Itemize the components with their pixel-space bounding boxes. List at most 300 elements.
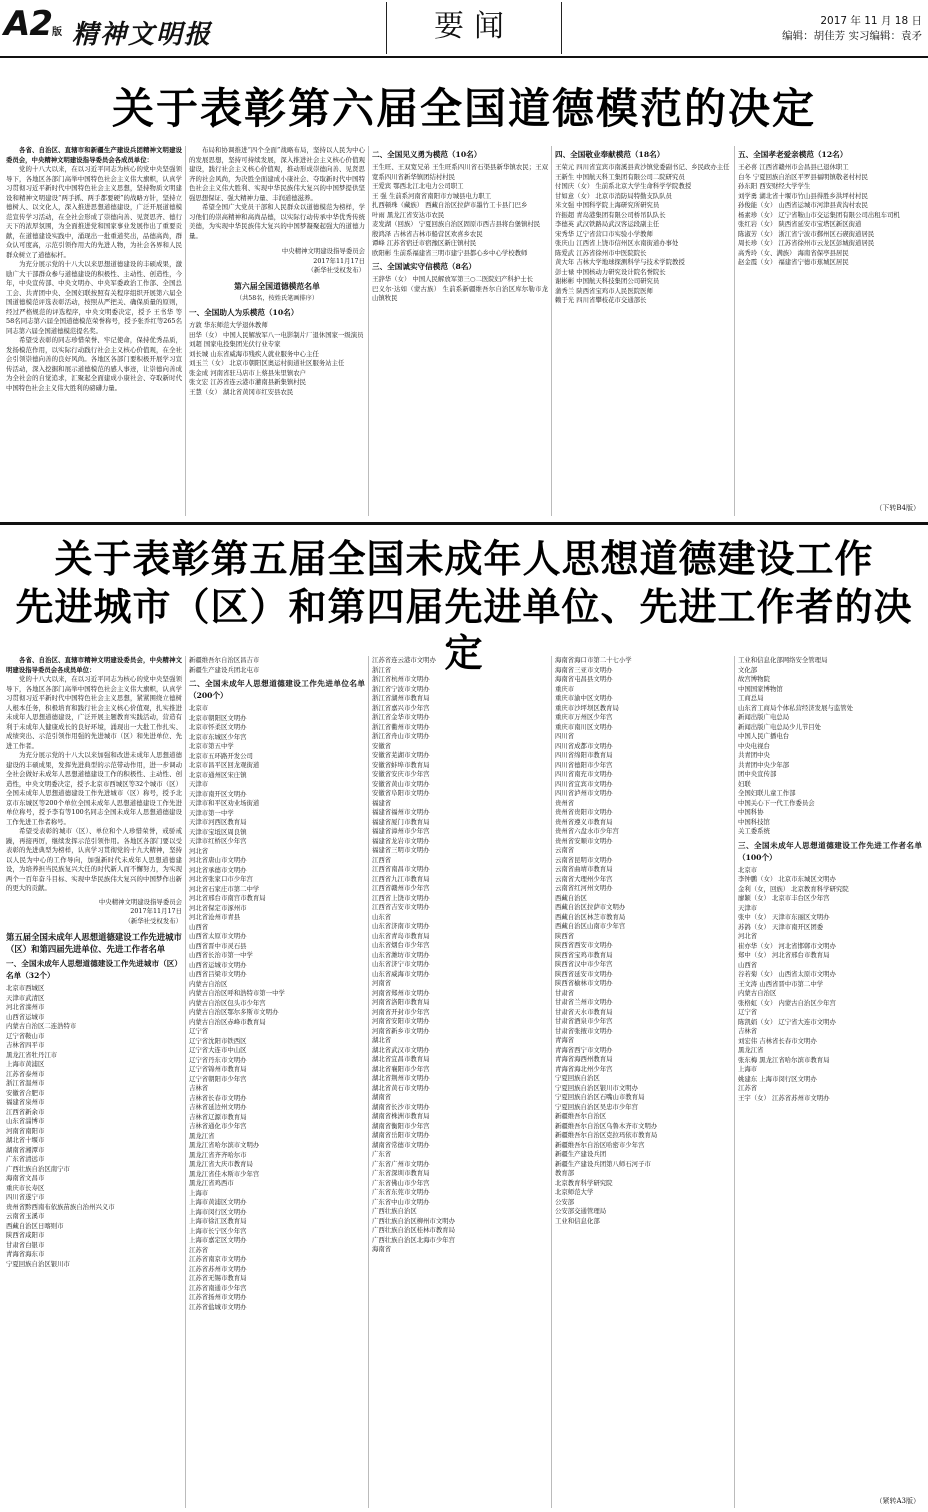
city-entry: 山东省淄博市: [6, 1117, 45, 1125]
unit-entry: 辽宁省: [189, 1027, 209, 1035]
unit-entry: 文化部: [738, 665, 758, 674]
unit-entry: 内蒙古自治区赤峰市教育局: [189, 1017, 266, 1026]
worker-entry: 内蒙古自治区: [738, 989, 777, 997]
unit-entry: 宁夏回族自治区石嘴山市教育局: [555, 1093, 645, 1101]
honoree-entry: 米文强 中国科学院上海研究所研究员: [555, 201, 660, 209]
unit-entry: 山东省青岛市教育局: [372, 931, 430, 940]
honoree-entry: 周长珍（女） 江苏省徐州市云龙区彭城街道居民: [738, 239, 875, 247]
unit-entry: 广东省: [372, 1150, 392, 1158]
cities-list: [6, 984, 182, 1269]
article1-source-note: （新华社受权发布）: [307, 266, 365, 274]
unit-entry: 中国关心下一代工作委员会: [738, 798, 815, 807]
worker-entry: 辽宁省: [738, 1008, 758, 1016]
unit-entry: 中国科技馆: [738, 817, 770, 826]
city-entry: 云南省玉溪市: [6, 1212, 45, 1220]
unit-entry: 陕西省: [555, 931, 575, 940]
city-entry: 辽宁省鞍山市: [6, 1031, 45, 1040]
honoree-entry: 王 强 生前系河南省南阳市方城县电力职工: [372, 191, 492, 200]
worker-entry: 谷若菊（女） 山西省太原市文明办: [738, 970, 836, 978]
worker-entry: 张东梅 黑龙江省哈尔滨市教育局: [738, 1055, 830, 1064]
unit-entry: 福建省龙岩市文明办: [372, 836, 430, 845]
city-entry: 西藏自治区日喀则市: [6, 1221, 64, 1230]
honoree-entry: 宋秀华 辽宁省营口市实验小学教师: [555, 229, 653, 238]
honoree-entry: 叶雨 黑龙江省安达市农民: [372, 210, 445, 219]
worker-entry: 江苏省: [738, 1084, 758, 1092]
unit-entry: 河北省: [189, 846, 209, 855]
unit-entry: 贵州省安顺市文明办: [555, 836, 613, 845]
category-title: 五、全国孝老爱亲模范（12名）: [738, 150, 848, 159]
honoree-entry: 刘学勇 湖北省十堰市竹山县得胜乡洪坪村村民: [738, 191, 868, 200]
article2-col5: [738, 656, 922, 1494]
unit-entry: 西藏自治区拉萨市文明办: [555, 903, 626, 911]
city-entry: 广东省清远市: [6, 1155, 45, 1163]
unit-entry: 河北省保定市涿州市: [189, 903, 247, 912]
article2-col1: [6, 656, 182, 1508]
article1-headline: 关于表彰第六届全国道德模范的决定: [111, 84, 816, 133]
category-entries: [189, 321, 365, 397]
article2-col4: [555, 656, 731, 1508]
city-entry: 宁夏回族自治区银川市: [6, 1259, 70, 1268]
unit-entry: 西藏自治区山南市少年宫: [555, 922, 626, 930]
worker-entry: 吉林省: [738, 1027, 758, 1035]
unit-entry: 中国人民广播电台: [738, 732, 790, 740]
unit-entry: 山东省济宁市文明办: [372, 960, 430, 968]
column-divider: [734, 146, 735, 516]
paper-logo: 精神文明报: [72, 20, 213, 50]
unit-entry: 山西省晋中市灵石县: [189, 941, 247, 950]
unit-entry: 贵州省六盘水市少年宫: [555, 827, 619, 835]
unit-entry: 青海省: [555, 1036, 575, 1044]
worker-entry: 郑中（女） 河北省邢台市教育局: [738, 951, 830, 959]
unit-entry: 湖北省: [372, 1036, 392, 1044]
unit-entry: 公安部交通管理局: [555, 1207, 607, 1215]
unit-entry: 新闻出版广电总局: [738, 713, 790, 721]
unit-entry: 陕西省宝鸡市教育局: [555, 950, 613, 959]
honoree-entry: 方敦 华东师范大学退休教师: [189, 321, 268, 329]
category-title: 四、全国敬业奉献模范（18名）: [555, 150, 665, 159]
unit-entry: 江西省赣州市少年宫: [372, 884, 430, 892]
unit-entry: 贵州省遵义市教育局: [555, 817, 613, 826]
unit-entry: 湖北省荆州市文明办: [372, 1074, 430, 1082]
unit-entry: 浙江省: [372, 665, 392, 674]
unit-entry: 天津市宝坻区周良镇: [189, 827, 247, 836]
unit-entry: 吉林省长春市文明办: [189, 1093, 247, 1102]
worker-entry: 上海市: [738, 1065, 758, 1073]
honoree-entry: 刘超 国家电投集团光伏行业专家: [189, 340, 281, 348]
unit-entry: 海南省: [372, 1245, 392, 1253]
unit-entry: 河北省邢台市南宫市教育局: [189, 894, 266, 902]
unit-entry: 河南省安阳市文明办: [372, 1017, 430, 1025]
unit-entry: 重庆市渝中区文明办: [555, 694, 613, 702]
unit-entry: 天津市: [189, 780, 209, 788]
article1-col1: [6, 146, 182, 516]
city-entry: 贵州省黔西南布依族苗族自治州兴义市: [6, 1202, 115, 1211]
city-entry: 甘肃省白银市: [6, 1240, 45, 1249]
unit-entry: 福建省三明市文明办: [372, 846, 430, 854]
category-entries: [555, 163, 731, 306]
article2-para-1: 党的十八大以来，在以习近平同志为核心的党中央坚强领导下，各地区各部门高举中国特色社会主义伟大旗帜，认真学习贯彻习近平新时代中国特色社会主义思想，紧紧围绕立德树人根本任务，积极培育和践行社会主义核心价值观，扎实推进未成年人思想道德建设，广泛开展主题教育实践活动，营造有利于未成年人健康成长的良好环境，涌现出一大批工作扎实、成绩突出、示范引领作用强的先进城市（区）和先进单位、先进工作者。: [6, 675, 182, 750]
article2-source-note: （新华社受权发布）: [124, 916, 182, 925]
worker-entry: 黑龙江省: [738, 1046, 764, 1054]
unit-entry: 广东省中山市文明办: [372, 1197, 430, 1206]
worker-entry: 张格虹（女） 内蒙古自治区少年宫: [738, 998, 836, 1007]
unit-entry: 西藏自治区林芝市教育局: [555, 912, 626, 921]
city-entry: 安徽省合肥市: [6, 1088, 45, 1097]
honoree-entry: 白冬 宁夏回族自治区平罗县福明镇敬老村村民: [738, 172, 868, 181]
category-entries: [738, 163, 922, 268]
unit-entry: 福建省福州市文明办: [372, 808, 430, 816]
unit-entry: 新闻出版广电总局少儿节目处: [738, 722, 822, 731]
worker-entry: 陈凯娟（女） 辽宁省大连市文明办: [738, 1017, 836, 1026]
honoree-entry: 张文宏 江苏省连云港市灌南县新集镇村民: [189, 378, 307, 386]
article1-para-1: 党的十八大以来，在以习近平同志为核心的党中央坚强领导下，各地区各部门高举中国特色社会主义伟大旗帜，认真学习贯彻习近平新时代中国特色社会主义思想，坚持物质文明建设和精神文明建设“两手抓、两手都要硬”的战略方针，坚持立德树人、以文化人，深入推进思想道德建设，广泛开展道德模范宣传学习活动，在全社会形成了崇德向善、见贤思齐、德行天下的浓厚氛围，为全面推进党和国家事业发展作出了重要贡献，在道德建设实践中，涌现出一批重道奖出，品德高尚，群众认可度高，示范引领作用大的先进人物，为社会各界和人民群众树立了道德标杆。: [6, 165, 182, 259]
unit-entry: 安徽省芜湖市文明办: [372, 751, 430, 759]
honoree-entry: 张庆山 江西省上饶市信州区水南街道办事处: [555, 239, 679, 247]
units-list: [189, 704, 365, 1312]
city-entry: 山西省运城市: [6, 1012, 45, 1021]
column-divider: [734, 656, 735, 1508]
cities-list-cont: [189, 656, 365, 675]
article1-signature: 中央精神文明建设指导委员会: [281, 247, 365, 255]
honoree-entry: 蒲秀兰 陕西省宝鸡市人民医院医师: [555, 286, 653, 295]
unit-entry: 工业和信息化部: [555, 1216, 600, 1225]
worker-entry: 崔亦华（女） 河北省邯郸市文明办: [738, 941, 836, 950]
unit-entry: 山东省潍坊市文明办: [372, 950, 430, 959]
article2-col3: [372, 656, 548, 1508]
unit-entry: 山东省: [372, 912, 392, 921]
honoree-entry: 孙俊能（女） 山西省运城市河津县黄沟村农民: [738, 201, 868, 209]
unit-entry: 新疆生产建设兵团第八师石河子市: [555, 1159, 651, 1168]
issue-date: 2017 年 11 月 18 日: [820, 15, 922, 27]
unit-entry: 河北省唐山市文明办: [189, 856, 247, 864]
unit-entry: 工商总局: [738, 694, 764, 702]
honoree-entry: 王辞华（女） 中国人民解放军第三○二医院妇产科护士长: [372, 275, 533, 283]
column-divider: [551, 146, 552, 516]
honoree-entry: 孙东阳 西安财经大学学生: [738, 182, 811, 190]
unit-entry: 云南省昆明市文明办: [555, 855, 613, 864]
honoree-entry: 赖于光 四川省攀枝花市交通部长: [555, 296, 647, 304]
article1-list-note: （共58名，按姓氏笔画排序）: [235, 294, 319, 302]
city-entry: 上海市黄浦区: [6, 1060, 45, 1068]
editors-line: 编辑：胡佳芳 实习编辑：袁矛: [782, 30, 922, 42]
honoree-entry: 王爱宾 鄂西北江北电力公司职工: [372, 182, 464, 190]
page-suffix: 版: [51, 27, 61, 38]
unit-entry: 福建省厦门市教育局: [372, 817, 430, 826]
honoree-entry: 张金成 河南省驻马店市上蔡县朱里镇农户: [189, 368, 307, 377]
unit-entry: 云南省大理州少年宫: [555, 874, 613, 883]
city-entry: 浙江省温州市: [6, 1079, 45, 1087]
honoree-entry: 王必喜 江西省赣州市会昌县已退休职工: [738, 163, 849, 171]
article2-para-3: 希望受表彰的城市（区）、单位和个人珍惜荣誉，戒骄戒躁，再接再厉，继续发挥示范引领作用。各地区各部门要以受表彰的先进典型为榜样，认真学习贯彻党的十九大精神，坚持以人民为中心的工作导向，加强新时代未成年人思想道德建设，为培养担当民族复兴大任的时代新人而不懈努力，为实现两个一百年奋斗目标、实现中华民族伟大复兴的中国梦作出新的更大的贡献。: [6, 827, 182, 892]
city-entry: 黑龙江省牡丹江市: [6, 1050, 58, 1059]
article2-headline-line1: 关于表彰第五届全国未成年人思想道德建设工作: [54, 537, 874, 581]
honoree-entry: 殷鸿泽 吉林省吉林市船营区欢喜乡农民: [372, 229, 483, 238]
unit-entry: 共青团中央少年部: [738, 760, 790, 769]
city-entry: 海南省文昌市: [6, 1174, 45, 1182]
unit-entry: 上海市: [189, 1188, 209, 1197]
unit-entry: 贵州省贵阳市文明办: [555, 808, 613, 816]
column-divider: [368, 656, 369, 1508]
city-entry: 天津市武清区: [6, 993, 45, 1002]
honoree-entry: 谭峰 江苏省宿迁市宿豫区新庄镇村民: [372, 239, 477, 247]
column-divider: [185, 656, 186, 1508]
article2-lead: 各省、自治区、直辖市精神文明建设委员会，中央精神文明建设指导委员会各成员单位：: [6, 656, 182, 674]
unit-entry: 云南省: [555, 846, 575, 854]
honoree-entry: 黄大年 吉林大学地球探测科学与技术学院教授: [555, 258, 685, 266]
units-title: 二、全国未成年人思想道德建设工作先进单位名单（200个）: [189, 679, 365, 700]
unit-entry: 北京市昌平区回龙观街道: [189, 761, 260, 769]
unit-entry: 新疆生产建设兵团: [555, 1150, 607, 1158]
unit-entry: 浙江省湖州市教育局: [372, 694, 430, 702]
unit-entry: 湖北省宜昌市教育局: [372, 1055, 430, 1063]
worker-entry: 河北省: [738, 932, 758, 940]
article1-continued: （下转B4版）: [875, 504, 920, 512]
units-list: [555, 656, 731, 1226]
unit-entry: 上海市黄浦区文明办: [189, 1198, 247, 1206]
city-entry: 河北省滦州市: [6, 1003, 45, 1011]
city-entry: 青海省海东市: [6, 1250, 45, 1258]
workers-title: 三、全国未成年人思想道德建设工作先进工作者名单（100个）: [738, 840, 922, 862]
article2-continued: （紧转A3版）: [875, 1497, 920, 1505]
unit-entry: 江西省吉安市文明办: [372, 903, 430, 911]
honoree-entry: 付国庆（女） 生前系北京大学生命科学学院教授: [555, 182, 692, 190]
article1-col3: [372, 146, 548, 516]
honoree-entry: 陈爱武 江苏省徐州市中医院院长: [555, 248, 647, 257]
unit-entry: 江西省南昌市文明办: [372, 865, 430, 873]
unit-entry: 黑龙江省大庆市教育局: [189, 1160, 253, 1168]
honoree-entry: 杨素珍（女） 辽宁省鞍山市交运集团有限公司出租车司机: [738, 210, 900, 219]
category-entries: [372, 163, 548, 258]
unit-entry: 重庆市: [555, 684, 575, 693]
unit-entry: 湖南省衡阳市少年宫: [372, 1121, 430, 1130]
unit-entry: 陕西省榆林市文明办: [555, 979, 613, 987]
unit-entry: 宁夏回族自治区吴忠市少年宫: [555, 1102, 639, 1111]
unit-entry: 山西省: [189, 922, 209, 931]
worker-entry: 北京市: [738, 865, 758, 874]
honoree-entry: 王慧（女） 湖北省黄冈市红安县农民: [189, 387, 294, 396]
article1-list-title: 第六届全国道德模范名单: [234, 281, 320, 291]
unit-entry: 山东省济南市文明办: [372, 922, 430, 930]
unit-entry: 四川省德阳市少年宫: [555, 760, 613, 769]
unit-entry: 新疆维吾尔自治区乌鲁木齐市文明办: [555, 1121, 658, 1130]
unit-entry: 北京教育科学研究院: [555, 1178, 613, 1187]
unit-entry: 妇联: [738, 779, 751, 788]
worker-entry: 刘宏伟 吉林省长春市文明办: [738, 1036, 817, 1045]
unit-entry: 上海市嘉定区文明办: [189, 1236, 247, 1244]
unit-entry: 天津市南开区文明办: [189, 789, 247, 798]
unit-entry: 广西壮族自治区柳州市文明办: [372, 1216, 456, 1225]
unit-entry: 广东省佛山市少年宫: [372, 1178, 430, 1187]
unit-entry: 河南省开封市少年宫: [372, 1007, 430, 1016]
unit-entry: 内蒙古自治区呼和浩特市第一中学: [189, 989, 285, 997]
unit-entry: 广东省广州市文明办: [372, 1159, 430, 1168]
unit-entry: 北京市: [189, 704, 209, 712]
honoree-entry: 刘长城 山东省威海市残疾人就业服务中心主任: [189, 349, 319, 358]
unit-entry: 西藏自治区: [555, 893, 587, 902]
unit-entry: 北京市怀柔区文明办: [189, 723, 247, 731]
city-entry: 新疆维吾尔自治区昌吉市: [189, 656, 260, 664]
article2-para-2: 为充分展示党的十八大以来加强和改进未成年人思想道德建设的丰硕成果，发挥先进典型的示范带动作用，进一步调动全社会做好未成年人思想道德建设工作的积极性、主动性、创造性，中央文明委决定，授予北京市西城区等32个城市（区）全国未成年人思想道德建设工作先进城市（区）称号，授予北京市东城区等200个单位全国未成年人思想道德建设工作先进单位称号，授予李有等100名同志全国未成年人思想道德建设工作先进工作者称号。: [6, 751, 182, 826]
unit-entry: 河北省承德市文明办: [189, 865, 247, 874]
unit-entry: 上海市闵行区文明办: [189, 1207, 247, 1216]
unit-entry: 山西省运城市文明办: [189, 960, 247, 969]
honoree-entry: 高秀玲（女、满族） 海南省保亭县居民: [738, 248, 849, 257]
unit-entry: 湖南省岳阳市文明办: [372, 1131, 430, 1139]
unit-entry: 江苏省苏州市文明办: [189, 1264, 247, 1273]
unit-entry: 四川省: [555, 732, 575, 740]
unit-entry: 福建省漳州市少年宫: [372, 827, 430, 835]
unit-entry: 江苏省: [189, 1245, 209, 1254]
article1-col2: [189, 146, 365, 516]
unit-entry: 江西省上饶市文明办: [372, 893, 430, 902]
unit-entry: 黑龙江省: [189, 1131, 215, 1140]
masthead: [0, 0, 928, 62]
honoree-entry: 巴义尔·达如（蒙古族） 生前系新疆维吾尔自治区库尔勒市龙山镇牧民: [372, 284, 548, 302]
column-divider: [551, 656, 552, 1508]
unit-entry: 河南省洛阳市教育局: [372, 998, 430, 1006]
unit-entry: 广西壮族自治区: [372, 1207, 417, 1215]
unit-entry: 天津市和平区劝业场街道: [189, 799, 260, 807]
unit-entry: 四川省泸州市文明办: [555, 789, 613, 797]
unit-entry: 甘肃省: [555, 988, 575, 997]
units-list: [372, 656, 548, 1255]
city-entry: 江西省新余市: [6, 1107, 45, 1116]
city-entry: 吉林省四平市: [6, 1041, 45, 1049]
article2-col2: [189, 656, 365, 1508]
unit-entry: 安徽省蚌埠市教育局: [372, 760, 430, 769]
article1-para-2: 为充分展示党的十八大以来思想道德建设的丰硕成果，激励广大干部群众参与道德建设的积极性、主动性、创造性，今年，中央宣传部、中央文明办、中央军委政治工作部、全国总工会、共青团中央、全国妇联按照有关程序组织开展第六届全国道德模范评选表彰活动，按照从严把关、确保质量的原则，经过严格规范的评选程序，中央文明委决定，授予 王书华 等58名同志第六届全国道德模范荣誉称号，授予张乔红等265名同志第六届全国道德模范提名奖。: [6, 260, 182, 335]
unit-entry: 四川省绵阳市教育局: [555, 751, 613, 759]
workers-list: [738, 866, 922, 1104]
unit-entry: 辽宁省沈阳市铁西区: [189, 1036, 247, 1045]
unit-entry: 湖南省株洲市教育局: [372, 1112, 430, 1120]
category-title: 三、全国诚实守信模范（8名）: [372, 262, 477, 271]
unit-entry: 陕西省西安市文明办: [555, 941, 613, 949]
honoree-entry: 刘玉兰（女） 北京市朝阳区奥运村街道社区服务站主任: [189, 359, 345, 367]
unit-entry: 河北省张家口市少年宫: [189, 875, 253, 883]
unit-entry: 江苏省连云港市文明办: [372, 656, 436, 664]
article1-para-3: 希望受表彰的同志珍惜荣誉、牢记使命，保持优秀品质，发扬模范作用，以实际行动践行社会主义核心价值观，在全社会引领崇德向善的良好风尚。各地区各部门要积极开展学习宣传活动，深入挖掘和展示道德模范的感人事迹，让崇德向善成为全社会的自觉追求，汇聚起全面建成小康社会、夺取新时代中国特色社会主义伟大胜利的磅礴力量。: [6, 336, 182, 392]
unit-entry: 海南省屯昌县文明办: [555, 675, 613, 683]
unit-entry: 工业和信息化部网络安全管理局: [738, 656, 828, 664]
worker-entry: 山西省: [738, 960, 758, 969]
unit-entry: 北京市五环路开发公司: [189, 751, 253, 760]
worker-entry: 王文涛 山西省晋中市第二中学: [738, 979, 824, 988]
honoree-entry: 扎西顿珠（藏族） 西藏自治区拉萨市墨竹工卡县门巴乡: [372, 201, 528, 209]
unit-entry: 江西省九江市教育局: [372, 874, 430, 883]
unit-entry: 江西省: [372, 855, 392, 864]
city-entry: 内蒙古自治区二连浩特市: [6, 1022, 77, 1030]
unit-entry: 吉林省通化市少年宫: [189, 1122, 247, 1130]
unit-entry: 河南省: [372, 979, 392, 987]
unit-entry: 吉林省辽源市教育局: [189, 1112, 247, 1121]
unit-entry: 广西壮族自治区桂林市教育局: [372, 1226, 456, 1234]
unit-entry: 公安部: [555, 1197, 575, 1206]
unit-entry: 广东省深圳市教育局: [372, 1169, 430, 1177]
honoree-entry: 王荣元 四川省宜宾市南溪县黄沙镇党委副书记、乡民政办主任: [555, 163, 730, 171]
worker-entry: 廖颖（女） 北京市丰台区少年宫: [738, 894, 830, 902]
honoree-entry: 许振超 青岛港集团有限公司桥吊队队长: [555, 210, 666, 219]
unit-entry: 甘肃省张掖市文明办: [555, 1026, 613, 1035]
unit-entry: 浙江省金华市文明办: [372, 713, 430, 721]
unit-entry: 江苏省南京市文明办: [189, 1255, 247, 1263]
unit-entry: 浙江省宁波市文明办: [372, 684, 430, 693]
unit-entry: 河北省石家庄市第二中学: [189, 884, 260, 893]
unit-entry: 河北省沧州市青县: [189, 913, 241, 921]
unit-entry: 山东省工商局个体私营经济发展与监管处: [738, 703, 854, 712]
unit-entry: 北京市朝阳区文明办: [189, 713, 247, 722]
worker-entry: 金利（女，回族） 北京教育科学研究院: [738, 884, 849, 893]
article2-sign-date: 2017年11月17日: [130, 907, 182, 915]
unit-entry: 故宫博物院: [738, 675, 770, 683]
unit-entry: 新疆维吾尔自治区: [555, 1112, 607, 1120]
unit-entry: 天津市河西区教育局: [189, 818, 247, 826]
honoree-entry: 李德英 武汉铁路局武汉客运段副主任: [555, 220, 660, 228]
category-title: 一、全国助人为乐模范（10名）: [189, 308, 299, 317]
section-title: 要闻: [386, 2, 562, 54]
article1-col5: [738, 146, 922, 508]
unit-entry: 海南省三亚市文明办: [555, 665, 613, 674]
unit-entry: 吉林省延边州文明办: [189, 1103, 247, 1111]
city-entry: 新疆生产建设兵团北屯市: [189, 665, 260, 674]
honoree-entry: 王生旺、王双宽兄弟 王生旺系四川省石渠县新华镇农民；王双宽系四川省新华镇团结村村民: [372, 163, 548, 181]
unit-entry: 四川省成都市文明办: [555, 741, 613, 750]
unit-entry: 湖北省黄石市文明办: [372, 1083, 430, 1092]
worker-entry: 李钟鹏（女） 北京市东城区文明办: [738, 875, 836, 883]
unit-entry: 全国妇联儿童工作部: [738, 789, 796, 797]
honoree-entry: 谢彬彬 中国航天科技集团公司研究员: [555, 277, 660, 285]
city-entry: 广西壮族自治区南宁市: [6, 1164, 70, 1173]
unit-entry: 湖北省襄阳市少年宫: [372, 1064, 430, 1073]
unit-entry: 关工委系统: [738, 827, 770, 835]
city-entry: 陕西省咸阳市: [6, 1231, 45, 1239]
honoree-entry: 田华（女） 中国人民解放军八一电影制片厂退休国家一级演员: [189, 330, 364, 339]
unit-entry: 吉林省: [189, 1084, 209, 1092]
unit-entry: 宁夏回族自治区: [555, 1074, 600, 1082]
column-divider: [368, 146, 369, 516]
honoree-entry: 甘如意（女） 北京市消防局特勤支队队员: [555, 191, 673, 200]
city-entry: 福建省泉州市: [6, 1098, 45, 1106]
unit-entry: 浙江省衢州市文明办: [372, 722, 430, 731]
unit-entry: 甘肃省酒泉市少年宫: [555, 1017, 613, 1025]
unit-entry: 山西省吕梁市文明办: [189, 970, 247, 978]
unit-entry: 宁夏回族自治区银川市文明办: [555, 1083, 639, 1092]
unit-entry: 四川省南充市文明办: [555, 770, 613, 778]
city-entry: 四川省遂宁市: [6, 1193, 45, 1201]
unit-entry: 安徽省阜阳市文明办: [372, 789, 430, 797]
unit-entry: 共青团中央: [738, 751, 770, 759]
unit-entry: 云南省红河州文明办: [555, 884, 613, 892]
unit-entry: 福建省: [372, 798, 392, 807]
category-entries: [372, 275, 548, 304]
article2-list-title: 第五届全国未成年人思想道德建设工作先进城市（区）和第四届先进单位、先进工作者名单: [6, 932, 182, 954]
honoree-entry: 麦发湖（回族） 宁夏回族自治区固原市西吉县将台堡镇村民: [372, 220, 541, 228]
unit-entry: 新疆维吾尔自治区克拉玛依市教育局: [555, 1131, 658, 1139]
unit-entry: 内蒙古自治区包头市少年宫: [189, 998, 266, 1007]
article1-lead: 各省、自治区、直辖市和新疆生产建设兵团精神文明建设委员会，中央精神文明建设指导委员会各成员单位：: [6, 146, 182, 164]
unit-entry: 湖北省武汉市文明办: [372, 1045, 430, 1054]
city-entry: 北京市西城区: [6, 984, 45, 992]
city-entry: 河南省南阳市: [6, 1126, 45, 1135]
honoree-entry: 王新生 中国航天科工集团有限公司二院研究员: [555, 172, 685, 181]
unit-entry: 青海省西宁市文明办: [555, 1045, 613, 1054]
unit-entry: 河南省新乡市文明办: [372, 1026, 430, 1035]
worker-entry: 王宇（女） 江苏省苏州市文明办: [738, 1093, 830, 1102]
unit-entry: 山西省太原市文明办: [189, 932, 247, 940]
unit-entry: 江苏省扬州市文明办: [189, 1293, 247, 1301]
honoree-entry: 欧阳彬 生前系福建省三明市建宁县都心乡中心学校教师: [372, 248, 528, 257]
unit-entry: 湖南省常德市文明办: [372, 1140, 430, 1149]
